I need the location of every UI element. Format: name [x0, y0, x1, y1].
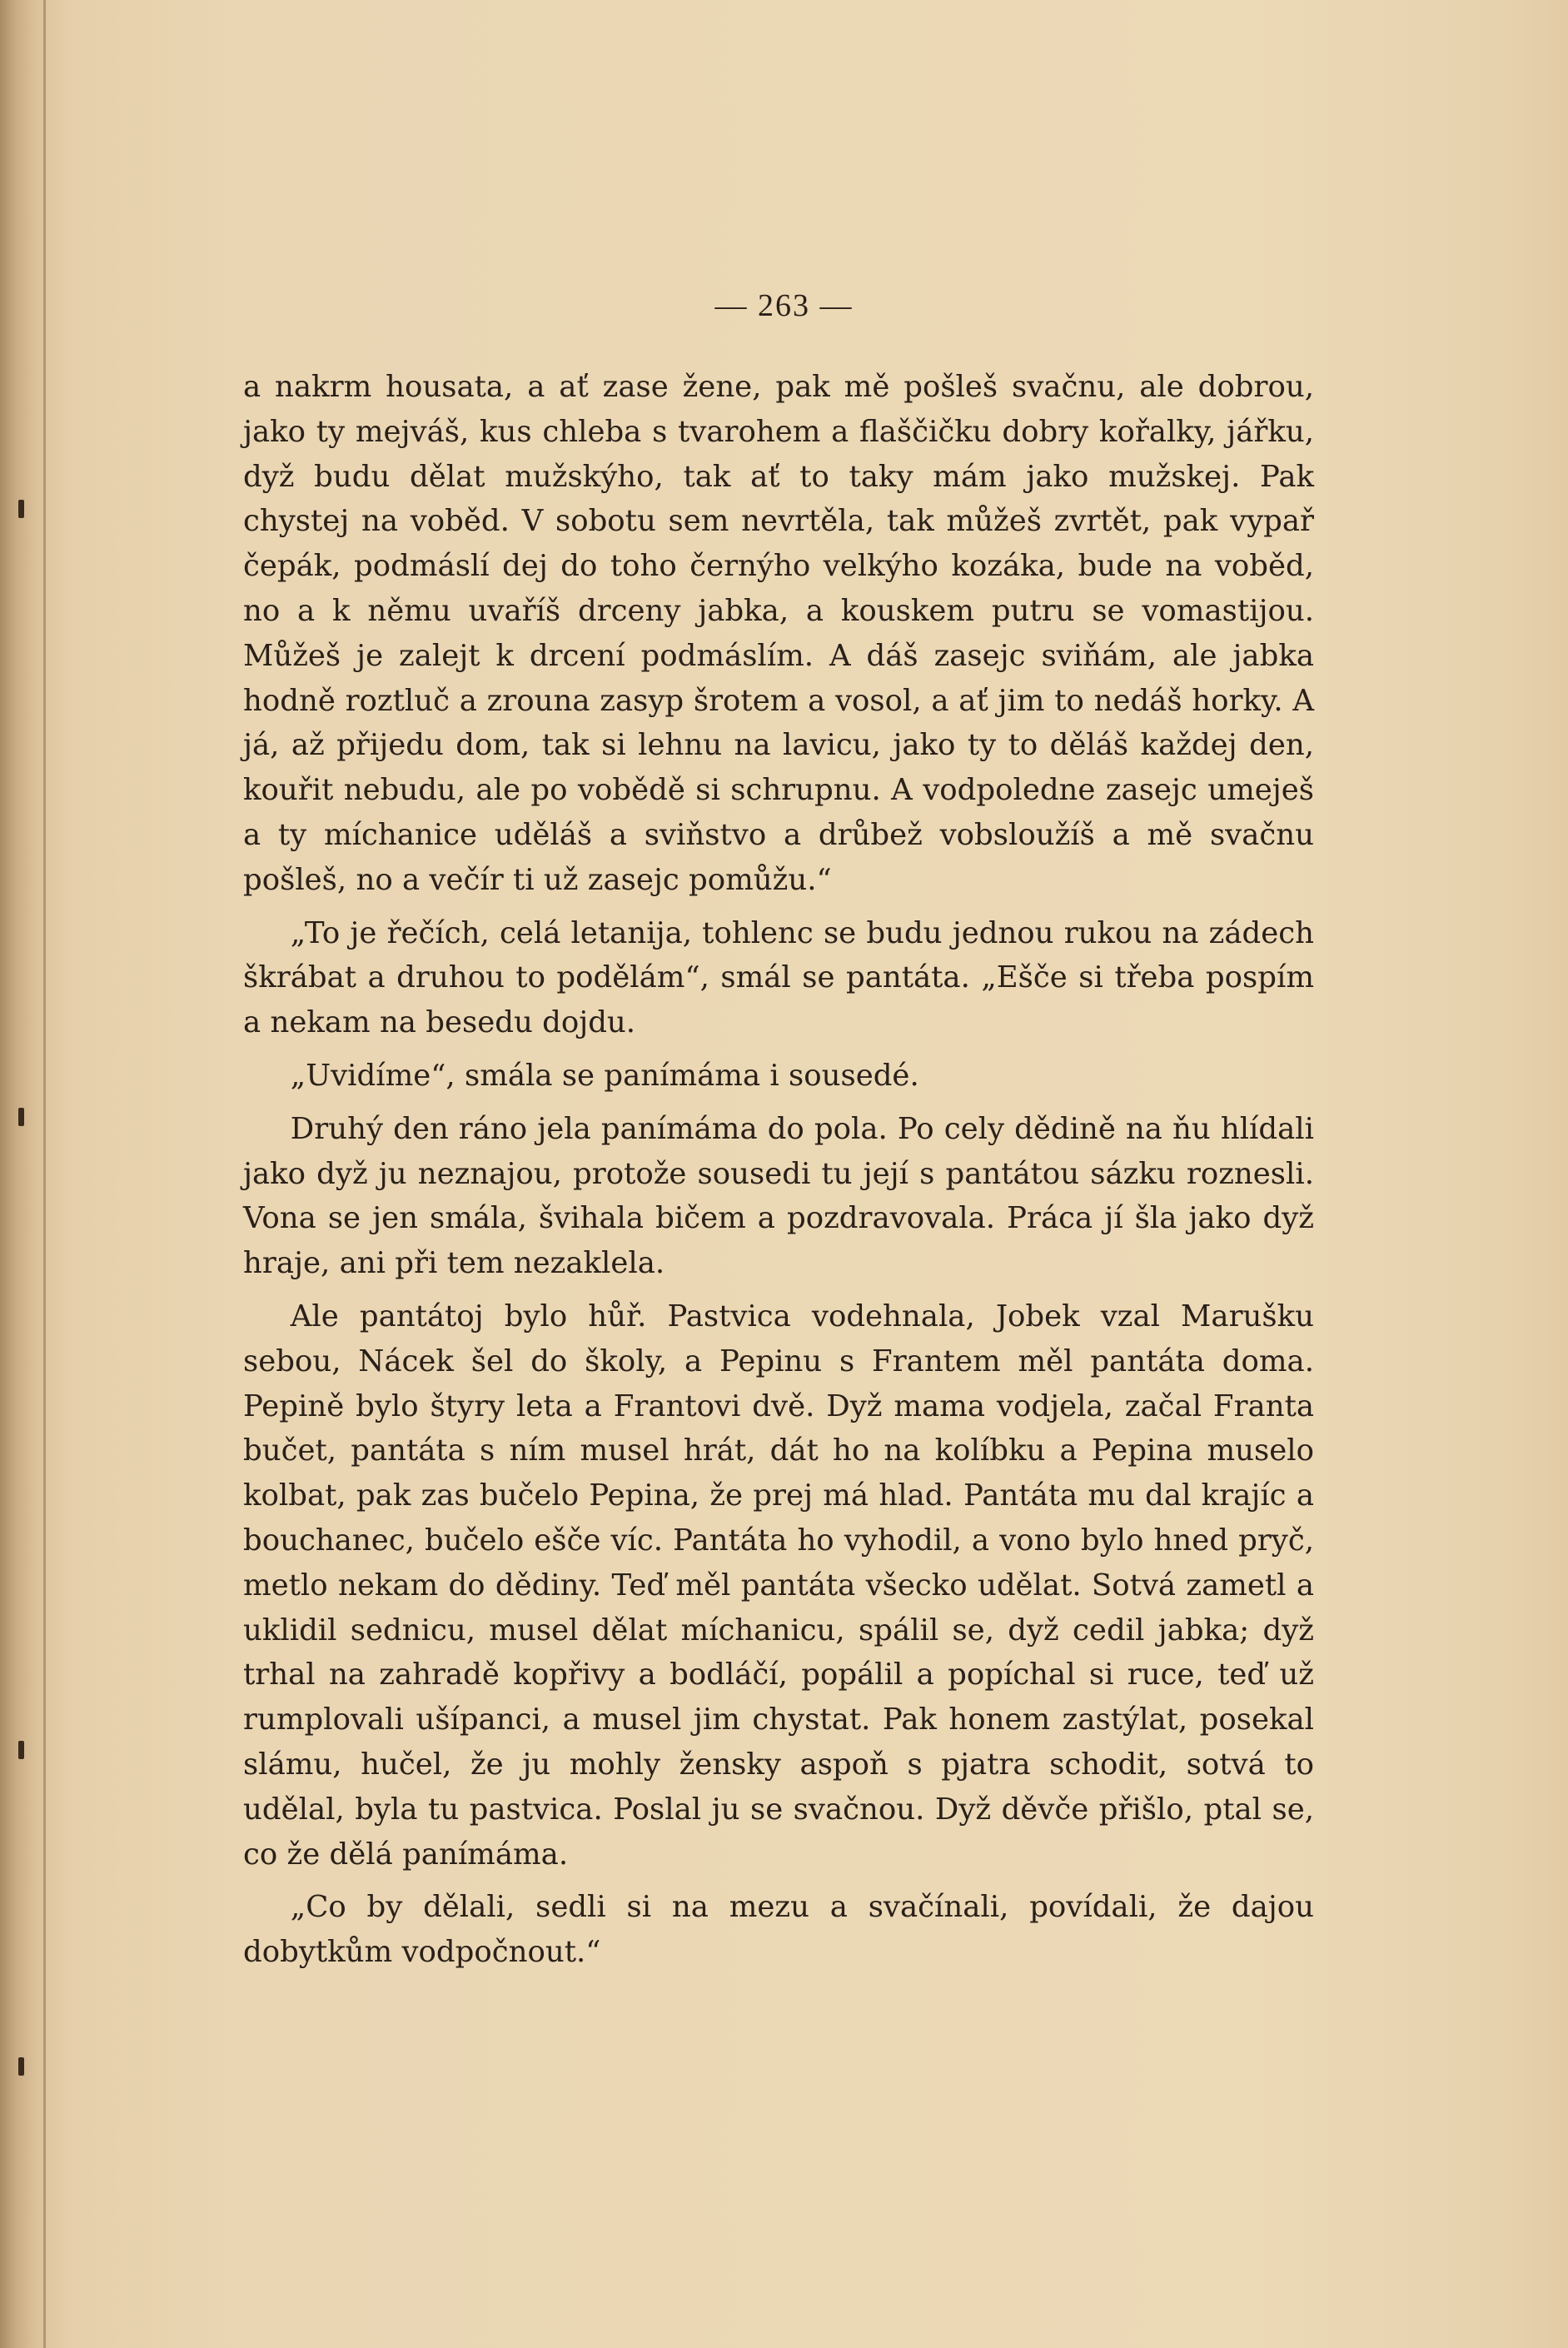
paragraph: „To je řečích, celá letanija, tohlenc se budu jednou rukou na zádech škrábat a druhou to podělám“, smál se pantáta. „Ešče si třeba pospím a nekam na besedu dojdu.: [243, 915, 1314, 1040]
binding-mark: [18, 1741, 24, 1759]
page-text: [243, 365, 1314, 1975]
paragraph: Ale pantátoj bylo hůř. Pastvica vodehnala, Jobek vzal Marušku sebou, Nácek šel do školy, a Pepinu s Frantem měl pantáta doma. Pepině bylo štyry leta a Frantovi dvě. Dyž mama vodjela, začal Franta bučet, pantáta s ním musel hrát, dát ho na kolíbku a Pepina muselo kolbat, pak zas bučelo Pepina, že prej má hlad. Pantáta mu dal krajíc a bouchanec, bučelo ešče víc. Pantáta ho vyhodil, a vono bylo hned pryč, metlo nekam do dědiny. Teď měl pantáta všecko udělat. Sotvá zametl a uklidil sednicu, musel dělat míchanicu, spálil se, dyž cedil jabka; dyž trhal na zahradě kopřivy a bodláčí, popálil a popíchal si ruce, teď už rumplovali ušípanci, a musel jim chystat. Pak honem zastýlat, posekal slámu, hučel, že ju mohly žensky aspoň s pjatra schodit, sotvá to udělal, byla tu pastvica. Poslal ju se svačnou. Dyž děvče přišlo, ptal se, co že dělá panímáma.: [243, 1299, 1314, 1872]
page-number: — 263 —: [714, 288, 854, 323]
paragraph: „Uvidíme“, smála se panímáma i sousedé.: [290, 1058, 919, 1093]
paragraph: a nakrm housata, a ať zase žene, pak mě pošleš svačnu, ale dobrou, jako ty mejváš, kus chleba s tvarohem a flaščičku dobry kořalky, jářku, dyž budu dělat mužskýho, tak ať to taky mám jako mužskej. Pak chystej na voběd. V sobotu sem nevrtěla, tak můžeš zvrtět, pak vypař čepák, podmáslí dej do toho černýho velkýho kozáka, bude na voběd, no a k němu uvaříš drceny jabka, a kouskem putru se vomastijou. Můžeš je zalejt k drcení podmáslím. A dáš zasejc sviňám, ale jabka hodně roztluč a zrouna zasyp šrotem a vosol, a ať jim to nedáš horky. A já, až přijedu dom, tak si lehnu na lavicu, jako ty to děláš každej den, kouřit nebudu, ale po vobědě si schrupnu. A vodpoledne zasejc umeješ a ty míchanice uděláš a sviňstvo a drůbež vobsloužíš a mě svačnu pošleš, no a večír ti už zasejc pomůžu.“: [243, 370, 1314, 897]
paragraph: „Co by dělali, sedli si na mezu a svačínali, povídali, že dajou dobytkům vodpočnout.“: [243, 1890, 1314, 1970]
binding-mark: [18, 1108, 24, 1126]
spine-shadow: [43, 0, 46, 2348]
binding-mark: [18, 2057, 24, 2076]
binding-mark: [18, 500, 24, 518]
paragraph: Druhý den ráno jela panímáma do pola. Po cely dědině na ňu hlídali jako dyž ju neznajou, protože sousedi tu její s pantátou sázku roznesli. Vona se jen smála, švihala bičem a pozdravovala. Práca jí šla jako dyž hraje, ani při tem nezaklela.: [243, 1111, 1314, 1281]
